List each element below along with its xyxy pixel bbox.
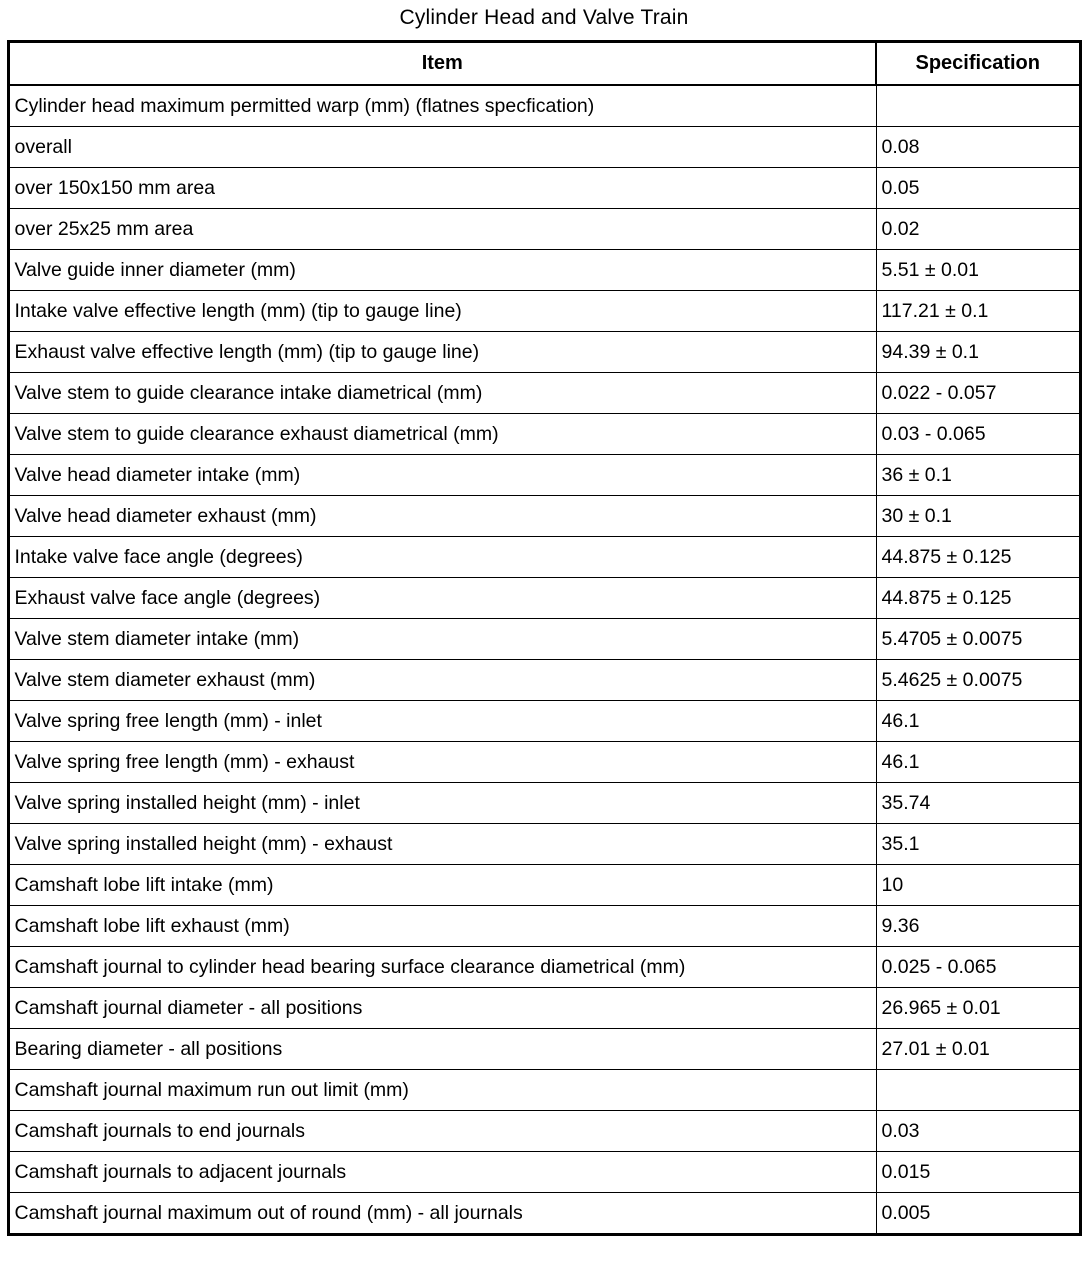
spec-cell: 0.03 - 0.065 [876,414,1080,455]
table-row [8,1152,1080,1193]
item-cell: Exhaust valve face angle (degrees) [8,578,876,619]
item-cell: Valve spring installed height (mm) - inlet [8,783,876,824]
item-cell: Camshaft journal maximum out of round (mm) - all journals [8,1193,876,1235]
header-item: Item [8,42,876,86]
item-cell: Valve head diameter exhaust (mm) [8,496,876,537]
item-cell: overall [8,127,876,168]
item-cell: Camshaft journals to adjacent journals [8,1152,876,1193]
header-specification: Specification [876,42,1080,86]
table-row [8,701,1080,742]
item-cell: Camshaft journal diameter - all positions [8,988,876,1029]
table-row [8,291,1080,332]
item-cell: Valve head diameter intake (mm) [8,455,876,496]
spec-cell: 0.005 [876,1193,1080,1235]
table-body [8,85,1080,1235]
spec-cell: 46.1 [876,701,1080,742]
header-row [8,42,1080,86]
spec-cell: 0.022 - 0.057 [876,373,1080,414]
spec-cell: 9.36 [876,906,1080,947]
spec-cell: 36 ± 0.1 [876,455,1080,496]
table-header [8,42,1080,86]
table-row [8,537,1080,578]
table-row [8,496,1080,537]
item-cell: over 150x150 mm area [8,168,876,209]
item-cell: over 25x25 mm area [8,209,876,250]
spec-cell: 117.21 ± 0.1 [876,291,1080,332]
spec-cell [876,1070,1080,1111]
table-row [8,824,1080,865]
table-row [8,619,1080,660]
table-row [8,127,1080,168]
spec-cell: 5.4705 ± 0.0075 [876,619,1080,660]
page-title: Cylinder Head and Valve Train [399,6,689,29]
item-cell: Exhaust valve effective length (mm) (tip to gauge line) [8,332,876,373]
spec-cell: 30 ± 0.1 [876,496,1080,537]
table-row [8,455,1080,496]
item-cell: Intake valve face angle (degrees) [8,537,876,578]
spec-cell: 0.02 [876,209,1080,250]
table-row [8,250,1080,291]
table-row [8,168,1080,209]
table-row [8,742,1080,783]
spec-cell [876,85,1080,127]
item-cell: Camshaft lobe lift exhaust (mm) [8,906,876,947]
table-row [8,865,1080,906]
spec-cell: 35.74 [876,783,1080,824]
table-row [8,1029,1080,1070]
item-cell: Camshaft journal to cylinder head bearing surface clearance diametrical (mm) [8,947,876,988]
spec-cell: 94.39 ± 0.1 [876,332,1080,373]
table-row [8,1070,1080,1111]
item-cell: Bearing diameter - all positions [8,1029,876,1070]
table-row [8,660,1080,701]
item-cell: Camshaft journals to end journals [8,1111,876,1152]
table-row [8,1193,1080,1235]
table-row [8,209,1080,250]
item-cell: Valve stem to guide clearance intake diametrical (mm) [8,373,876,414]
item-cell: Valve guide inner diameter (mm) [8,250,876,291]
table-row [8,85,1080,127]
table-row [8,414,1080,455]
item-cell: Valve stem to guide clearance exhaust diametrical (mm) [8,414,876,455]
spec-cell: 0.08 [876,127,1080,168]
table-row [8,988,1080,1029]
table-row [8,947,1080,988]
spec-table [7,40,1082,1236]
spec-cell: 0.015 [876,1152,1080,1193]
table-row [8,1111,1080,1152]
item-cell: Valve spring free length (mm) - exhaust [8,742,876,783]
item-cell: Valve spring free length (mm) - inlet [8,701,876,742]
spec-cell: 0.05 [876,168,1080,209]
spec-cell: 0.03 [876,1111,1080,1152]
table-row [8,906,1080,947]
spec-cell: 44.875 ± 0.125 [876,578,1080,619]
table-row [8,373,1080,414]
table-row [8,783,1080,824]
spec-cell: 35.1 [876,824,1080,865]
spec-cell: 46.1 [876,742,1080,783]
item-cell: Cylinder head maximum permitted warp (mm) (flatnes specfication) [8,85,876,127]
spec-cell: 26.965 ± 0.01 [876,988,1080,1029]
table-row [8,578,1080,619]
spec-cell: 5.4625 ± 0.0075 [876,660,1080,701]
spec-cell: 5.51 ± 0.01 [876,250,1080,291]
item-cell: Valve spring installed height (mm) - exhaust [8,824,876,865]
item-cell: Camshaft lobe lift intake (mm) [8,865,876,906]
item-cell: Intake valve effective length (mm) (tip to gauge line) [8,291,876,332]
item-cell: Valve stem diameter exhaust (mm) [8,660,876,701]
item-cell: Valve stem diameter intake (mm) [8,619,876,660]
spec-cell: 27.01 ± 0.01 [876,1029,1080,1070]
spec-cell: 44.875 ± 0.125 [876,537,1080,578]
table-row [8,332,1080,373]
spec-cell: 10 [876,865,1080,906]
spec-cell: 0.025 - 0.065 [876,947,1080,988]
item-cell: Camshaft journal maximum run out limit (mm) [8,1070,876,1111]
